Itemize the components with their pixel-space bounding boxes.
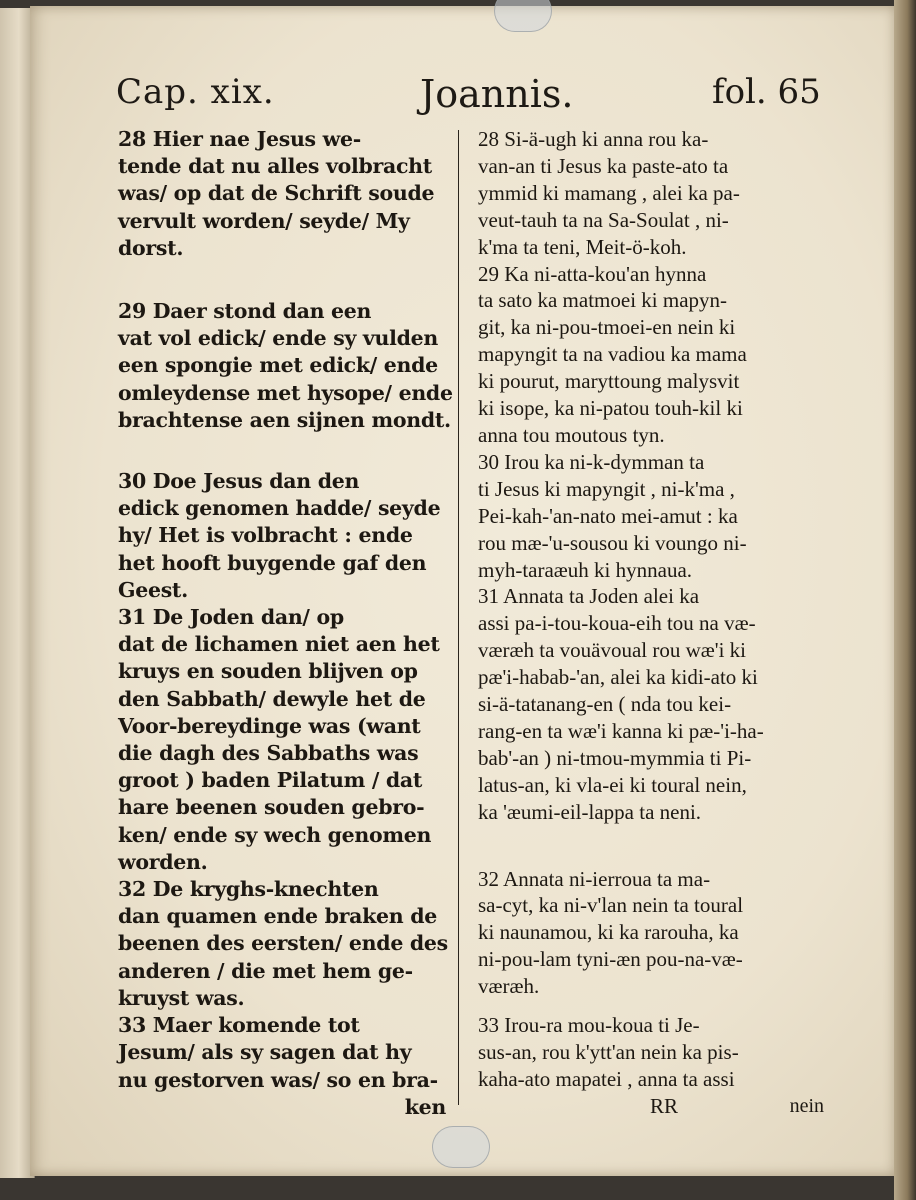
text-line: brachtense aen sijnen mondt. — [118, 407, 451, 432]
verse-29-formosan — [478, 261, 824, 449]
text-line: die dagh des Sabbaths was — [118, 741, 419, 766]
text-line: rou mæ-'u-sousou ki voungo ni- — [478, 530, 747, 555]
verse-28-formosan — [478, 126, 824, 261]
signature-mark: RR — [650, 1093, 679, 1118]
text-line: 30 Doe Jesus dan den — [118, 469, 360, 494]
verse-32-formosan — [478, 866, 824, 1001]
text-line: væræh ta vouävoual rou wæ'i ki — [478, 638, 747, 663]
verse-29-dutch — [118, 298, 453, 434]
verse-32-dutch — [118, 876, 446, 1012]
text-line: dan quamen ende braken de — [118, 904, 437, 929]
text-line: kruys en souden blijven op — [118, 659, 418, 684]
verse-28-dutch — [118, 126, 446, 262]
book-clip-top — [494, 0, 552, 32]
text-line: den Sabbath/ dewyle het de — [118, 686, 426, 711]
verse-30-dutch — [118, 468, 446, 604]
text-line: ken/ ende sy wech genomen — [118, 822, 432, 847]
text-line: Jesum/ als sy sagen dat hy — [118, 1040, 412, 1065]
text-line: 29 Ka ni-atta-kou'an hynna — [478, 261, 707, 286]
text-line: latus-an, ki vla-ei ki toural nein, — [478, 772, 747, 797]
verse-30-formosan — [478, 449, 824, 584]
text-line: een spongie met edick/ ende — [118, 353, 438, 378]
book-title: Joannis. — [420, 72, 574, 116]
text-line: assi pa-i-tou-koua-eih tou na væ- — [478, 611, 756, 636]
text-line: dat de lichamen niet aen het — [118, 632, 440, 657]
verse-33-dutch — [118, 1012, 446, 1094]
text-line: hy/ Het is volbracht : ende — [118, 523, 413, 548]
text-line: sa-cyt, ka ni-v'lan nein ta toural — [478, 893, 744, 918]
text-line: væræh. — [478, 974, 540, 999]
text-line: 31 Annata ta Joden alei ka — [478, 584, 700, 609]
text-line: 28 Hier nae Jesus we- — [118, 127, 361, 151]
text-line: myh-taraæuh ki hynnaua. — [478, 557, 693, 582]
text-line: worden. — [118, 849, 208, 874]
text-line: git, ka ni-pou-tmoei-en nein ki — [478, 315, 736, 340]
text-line: edick genomen hadde/ seyde — [118, 496, 441, 521]
text-line: was/ op dat de Schrift soude — [118, 181, 435, 206]
verse-33-formosan — [478, 1012, 824, 1093]
text-line: van-an ti Jesus ka paste-ato ta — [478, 153, 729, 178]
page-right-edge — [894, 0, 916, 1200]
text-line: bab'-an ) ni-tmou-mymmia ti Pi- — [478, 745, 752, 770]
text-line: Geest. — [118, 577, 188, 602]
text-line: k'ma ta teni, Meit-ö-koh. — [478, 234, 687, 259]
dutch-column — [118, 126, 453, 1121]
text-line: dorst. — [118, 235, 184, 260]
verse-31-dutch — [118, 604, 446, 876]
running-head — [0, 72, 916, 122]
text-line: ti Jesus ki mapyngit , ni-k'ma , — [478, 476, 735, 501]
catchword-left: ken — [404, 1094, 446, 1119]
text-line: si-ä-tatanang-en ( nda tou kei- — [478, 692, 732, 717]
text-line: 32 Annata ni-ierroua ta ma- — [478, 866, 711, 891]
text-line: kaha-ato mapatei , anna ta assi — [478, 1066, 735, 1091]
text-line: mapyngit ta na vadiou ka mama — [478, 342, 747, 367]
text-line: 31 De Joden dan/ op — [118, 605, 344, 630]
text-line: nu gestorven was/ so en bra- — [118, 1067, 438, 1092]
formosan-column — [478, 126, 824, 1121]
text-line: ki isope, ka ni-patou touh-kil ki — [478, 396, 743, 421]
text-line: rang-en ta wæ'i kanna ki pæ-'i-ha- — [478, 718, 764, 743]
text-line: 28 Si-ä-ugh ki anna rou ka- — [478, 127, 709, 151]
text-line: ki naunamou, ki ka rarouha, ka — [478, 920, 739, 945]
text-line: 29 Daer stond dan een — [118, 299, 372, 324]
text-line: het hooft buygende gaf den — [118, 550, 427, 575]
text-line: 33 Maer komende tot — [118, 1013, 360, 1038]
text-line: ka 'æumi-eil-lappa ta neni. — [478, 799, 702, 824]
text-line: vervult worden/ seyde/ My — [118, 208, 410, 233]
text-line: kruyst was. — [118, 985, 245, 1010]
text-line: hare beenen souden gebro- — [118, 795, 425, 820]
catchword-right: nein — [789, 1094, 824, 1117]
text-line: ymmid ki mamang , alei ka pa- — [478, 180, 740, 205]
text-line: 32 De kryghs-knechten — [118, 877, 379, 902]
text-line: ki pourut, maryttoung malysvit — [478, 369, 740, 394]
text-line: anna tou moutous tyn. — [478, 422, 665, 447]
text-line: tende dat nu alles volbracht — [118, 154, 432, 179]
text-line: ni-pou-lam tyni-æn pou-na-væ- — [478, 947, 743, 972]
text-line: Pei-kah-'an-nato mei-amut : ka — [478, 503, 738, 528]
text-line: beenen des eersten/ ende des — [118, 931, 448, 956]
text-line: 30 Irou ka ni-k-dymman ta — [478, 449, 705, 474]
verse-31-formosan — [478, 583, 824, 825]
text-line: omleydense met hysope/ ende — [118, 380, 453, 405]
text-line: 33 Irou-ra mou-koua ti Je- — [478, 1013, 700, 1038]
text-line: groot ) baden Pilatum / dat — [118, 768, 423, 793]
text-line: Voor-bereydinge was (want — [118, 713, 421, 738]
text-line: anderen / die met hem ge- — [118, 958, 413, 983]
text-line: ta sato ka matmoei ki mapyn- — [478, 288, 728, 313]
column-divider — [458, 130, 459, 1105]
text-line: vat vol edick/ ende sy vulden — [118, 326, 439, 351]
chapter-heading: Cap. xix. — [116, 72, 275, 112]
text-line: sus-an, rou k'ytt'an nein ka pis- — [478, 1040, 739, 1064]
text-line: pæ'i-habab-'an, alei ka kidi-ato ki — [478, 665, 758, 690]
text-line: veut-tauh ta na Sa-Soulat , ni- — [478, 207, 729, 232]
folio-number: fol. 65 — [712, 72, 821, 112]
page-footer — [478, 1093, 824, 1121]
book-clip-bottom — [432, 1126, 490, 1168]
